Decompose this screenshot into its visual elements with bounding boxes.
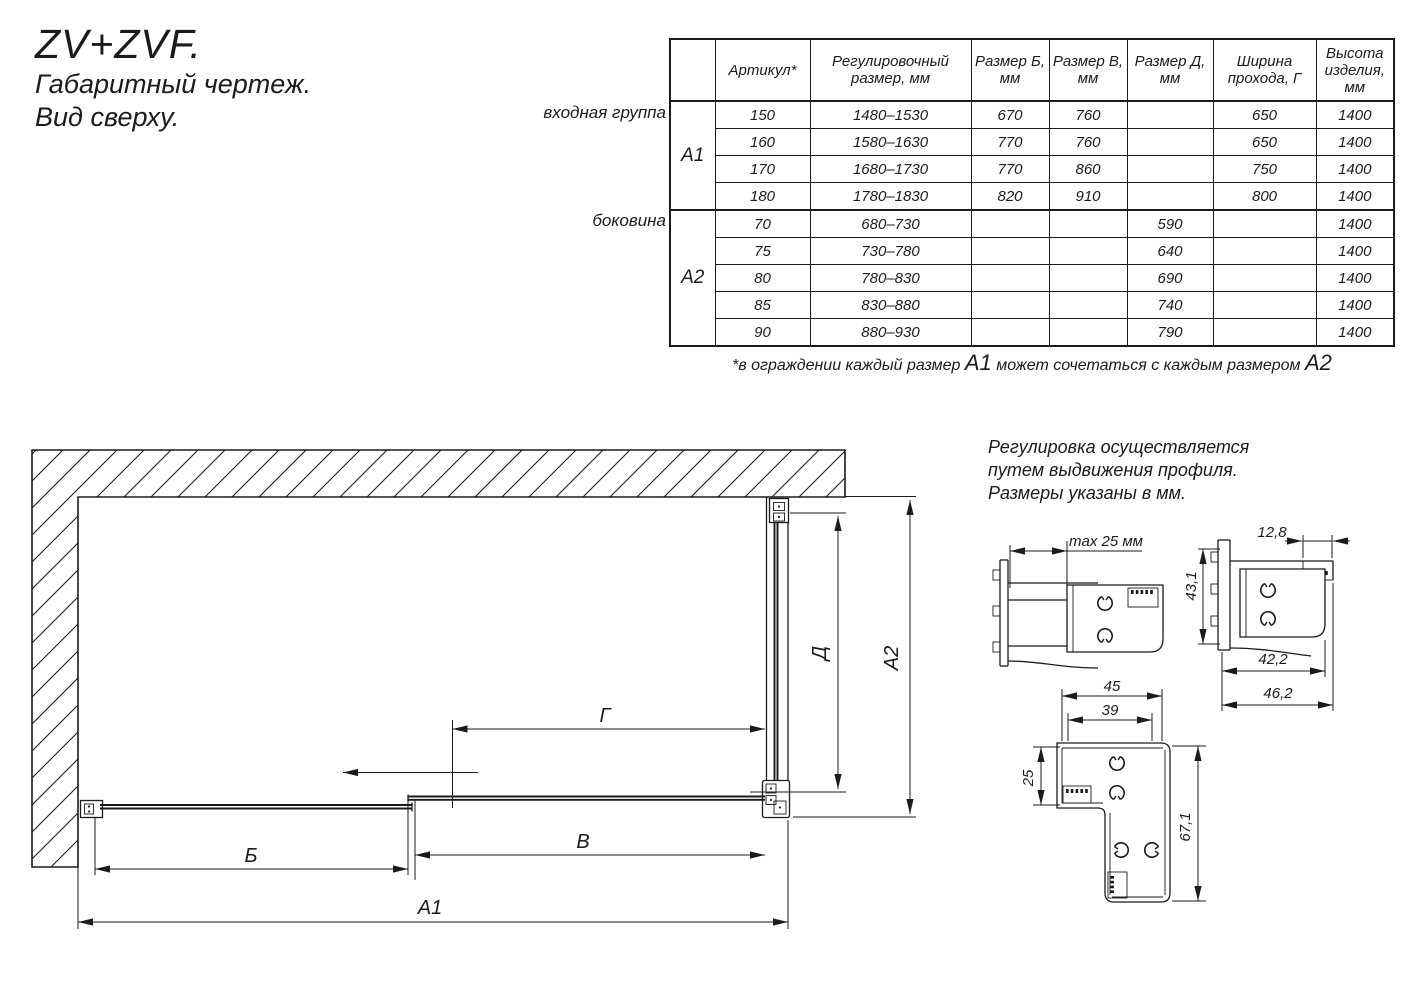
table-cell: 1400 bbox=[1316, 292, 1394, 319]
dimension-d bbox=[750, 513, 846, 792]
group-code-a2: А2 bbox=[670, 210, 715, 346]
table-cell: 750 bbox=[1213, 156, 1316, 183]
footnote-a1: А1 bbox=[964, 350, 992, 375]
group-code-a1: А1 bbox=[670, 101, 715, 210]
table-cell: 1580–1630 bbox=[810, 129, 971, 156]
table-cell: 770 bbox=[971, 129, 1049, 156]
table-cell: 180 bbox=[715, 183, 810, 211]
footnote-text: может сочетаться с каждым размером bbox=[991, 357, 1305, 374]
table-cell: 820 bbox=[971, 183, 1049, 211]
table-cell: 85 bbox=[715, 292, 810, 319]
table-cell: 770 bbox=[971, 156, 1049, 183]
table-cell: 1400 bbox=[1316, 238, 1394, 265]
table-cell: 150 bbox=[715, 101, 810, 129]
table-cell: 1400 bbox=[1316, 156, 1394, 183]
table-cell: 90 bbox=[715, 319, 810, 347]
table-cell: 640 bbox=[1127, 238, 1213, 265]
col-header-height: Высота изделия, мм bbox=[1316, 39, 1394, 101]
model-title: ZV+ZVF. bbox=[35, 21, 202, 67]
table-cell: 790 bbox=[1127, 319, 1213, 347]
table-cell: 910 bbox=[1049, 183, 1127, 211]
dim-label-45: 45 bbox=[1103, 678, 1121, 695]
note-line-1: Регулировка осуществляется bbox=[988, 437, 1250, 457]
dim-label-25: 25 bbox=[1020, 769, 1037, 787]
corner-profile-detail bbox=[1020, 678, 1206, 902]
wall-bracket bbox=[81, 801, 103, 818]
col-header-size-d: Размер Д, мм bbox=[1127, 39, 1213, 101]
dimension-b bbox=[95, 800, 408, 875]
sliding-door-panel bbox=[408, 795, 765, 803]
table-cell: 1400 bbox=[1316, 101, 1394, 129]
table-cell: 800 bbox=[1213, 183, 1316, 211]
dim-label-67-1: 67,1 bbox=[1177, 812, 1194, 842]
dimension-v bbox=[415, 800, 765, 880]
table-cell: 760 bbox=[1049, 129, 1127, 156]
dim-label-46-2: 46,2 bbox=[1263, 685, 1293, 702]
dim-label-b: Б bbox=[244, 845, 258, 867]
dim-label-43-1: 43,1 bbox=[1183, 571, 1200, 601]
table-cell: 1400 bbox=[1316, 265, 1394, 292]
table-cell: 780–830 bbox=[810, 265, 971, 292]
side-panel bbox=[763, 497, 790, 818]
col-header-pass-width: Ширина прохода, Г bbox=[1213, 39, 1316, 101]
dim-label-g: Г bbox=[599, 705, 611, 727]
table-cell: 160 bbox=[715, 129, 810, 156]
col-header-articul: Артикул* bbox=[715, 39, 810, 101]
col-header-adjust-range: Регулировочный размер, мм bbox=[810, 39, 971, 101]
group-label-side: боковина bbox=[592, 211, 666, 230]
table-cell: 860 bbox=[1049, 156, 1127, 183]
dim-label-d: Д bbox=[809, 645, 831, 661]
table-cell: 1400 bbox=[1316, 210, 1394, 238]
footnote-text: *в ограждении каждый размер bbox=[732, 357, 965, 374]
table-cell: 590 bbox=[1127, 210, 1213, 238]
note-line-2: путем выдвижения профиля. bbox=[988, 460, 1238, 480]
footnote-a2: А2 bbox=[1304, 350, 1332, 375]
table-cell: 1400 bbox=[1316, 129, 1394, 156]
dim-label-39: 39 bbox=[1101, 702, 1119, 719]
col-header-size-v: Размер В, мм bbox=[1049, 39, 1127, 101]
table-cell: 1780–1830 bbox=[810, 183, 971, 211]
table-cell: 1680–1730 bbox=[810, 156, 971, 183]
fixed-glass-panel bbox=[100, 803, 412, 812]
group-label-entrance: входная группа bbox=[543, 103, 666, 122]
side-panel-top-bracket bbox=[770, 499, 789, 523]
table-cell: 1400 bbox=[1316, 319, 1394, 347]
table-cell: 80 bbox=[715, 265, 810, 292]
table-cell: 70 bbox=[715, 210, 810, 238]
dim-label-v: В bbox=[576, 831, 590, 853]
table-cell: 75 bbox=[715, 238, 810, 265]
table-cell: 690 bbox=[1127, 265, 1213, 292]
entrance-group bbox=[81, 773, 766, 818]
dimension-a1 bbox=[78, 820, 788, 929]
table-cell: 670 bbox=[971, 101, 1049, 129]
table-cell: 680–730 bbox=[810, 210, 971, 238]
table-cell: 1400 bbox=[1316, 183, 1394, 211]
table-cell: 170 bbox=[715, 156, 810, 183]
col-header-size-b: Размер Б, мм bbox=[971, 39, 1049, 101]
wall-profile-detail bbox=[993, 533, 1163, 668]
dim-label-a2: А2 bbox=[881, 645, 903, 671]
table-cell: 650 bbox=[1213, 129, 1316, 156]
table-cell: 880–930 bbox=[810, 319, 971, 347]
corner-connector bbox=[763, 781, 790, 818]
table-cell: 650 bbox=[1213, 101, 1316, 129]
table-cell: 730–780 bbox=[810, 238, 971, 265]
dim-label-42-2: 42,2 bbox=[1258, 651, 1288, 668]
dimension-g bbox=[453, 705, 766, 808]
dim-label-12-8: 12,8 bbox=[1257, 524, 1287, 541]
side-profile-detail bbox=[1183, 524, 1350, 711]
table-cell: 830–880 bbox=[810, 292, 971, 319]
table-cell: 1480–1530 bbox=[810, 101, 971, 129]
dim-label-max-gap: max 25 мм bbox=[1069, 533, 1143, 550]
note-line-3: Размеры указаны в мм. bbox=[988, 483, 1186, 503]
dim-label-a1: А1 bbox=[417, 897, 443, 919]
table-cell: 740 bbox=[1127, 292, 1213, 319]
table-cell: 760 bbox=[1049, 101, 1127, 129]
drawing-type-subtitle: Габаритный чертеж. bbox=[35, 69, 312, 99]
view-subtitle: Вид сверху. bbox=[35, 102, 180, 132]
